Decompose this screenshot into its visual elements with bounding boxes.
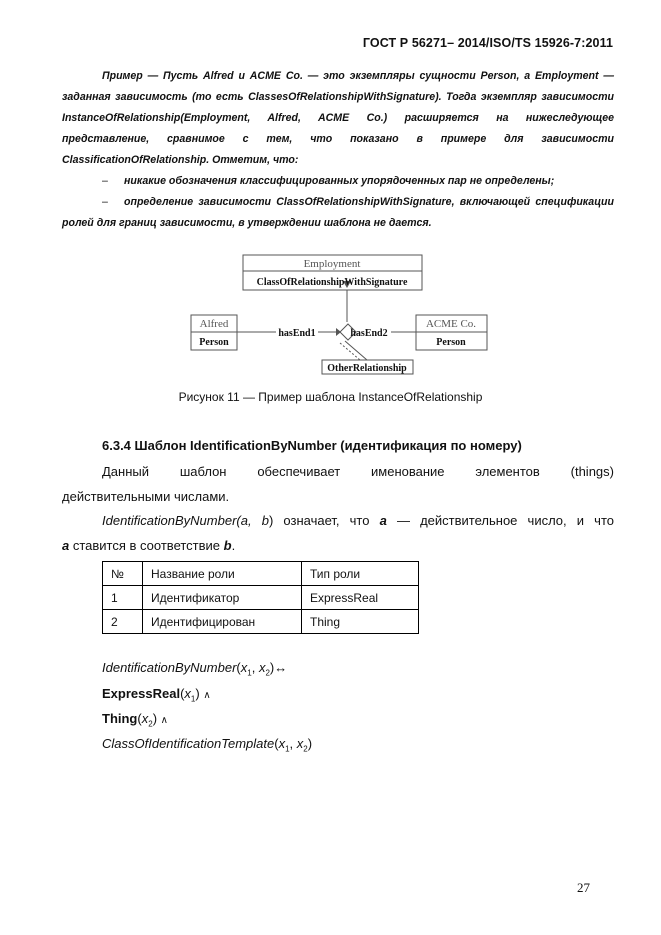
table-cell: Thing (302, 610, 419, 634)
variable-a: a (379, 513, 387, 528)
section-title-text: Шаблон IdentificationByNumber (идентификация по номеру) (134, 438, 522, 453)
variable-b: b (223, 538, 232, 553)
table-cell: 1 (103, 586, 143, 610)
formula-subscript: 2 (303, 744, 308, 754)
roles-table (102, 561, 419, 634)
formula-var: x (278, 736, 286, 751)
end1-arrowhead (336, 328, 341, 336)
formula-var: x (258, 660, 266, 675)
employment-type: ClassOfRelationshipWithSignature (256, 277, 408, 288)
alfred-title: Alfred (199, 318, 229, 330)
has-end2-label: hasEnd2 (350, 328, 388, 339)
table-cell: Идентификатор (143, 586, 302, 610)
formula-function: ClassOfIdentificationTemplate (102, 736, 275, 751)
formula-line (102, 711, 168, 729)
page-number: 27 (577, 880, 590, 895)
table-row (103, 610, 419, 634)
dash-marker: – (102, 175, 108, 187)
list-item-text: определение зависимости ClassOfRelationshipWithSignature, включающей спецификации ролей для границ зависимости, в утверждении шаблона не дается. (62, 196, 614, 229)
paragraph-line: действительными числами. (62, 489, 230, 504)
text-fragment: ставится в соответствие (69, 538, 224, 553)
has-end1-label: hasEnd1 (278, 328, 316, 339)
formula-paren: ( (180, 686, 185, 701)
example-block (62, 66, 614, 234)
relationship-diagram (0, 248, 661, 378)
paragraph-line: Данный шаблон обеспечивает именование элементов (things) (102, 464, 614, 479)
paragraph-line (62, 533, 614, 558)
formula-line (102, 660, 287, 678)
table-cell: Идентифицирован (143, 610, 302, 634)
formula-paren: ) (195, 686, 200, 701)
formula-var: x (184, 686, 191, 701)
paragraph-definition (62, 508, 614, 558)
acme-title: ACME Co. (425, 318, 477, 330)
paragraph-intro (62, 459, 614, 509)
formula-subscript: 1 (247, 668, 252, 678)
text-fragment: — действительное число, и что (386, 513, 614, 528)
formula-paren: ( (236, 660, 241, 675)
formula-function: ExpressReal (102, 686, 181, 701)
formula-subscript: 2 (148, 719, 153, 729)
table-header-cell: № (103, 562, 143, 586)
formula-line (102, 736, 312, 754)
variable-a: a (62, 538, 70, 553)
formula-paren: ( (274, 736, 279, 751)
formula-line (102, 686, 211, 704)
dash-marker: – (102, 196, 108, 208)
alfred-type: Person (199, 337, 229, 348)
formula-paren: ) (152, 711, 158, 726)
formula-var: x (240, 660, 248, 675)
formula-and: ∧ (160, 715, 168, 726)
standard-header: ГОСТ Р 56271– 2014/ISO/TS 15926-7:2011 (362, 36, 613, 50)
section-number: 6.3.4 (102, 438, 131, 453)
text-fragment: ) означает, что (268, 513, 380, 528)
formula-comma: , (289, 736, 297, 751)
formula-var: x (296, 736, 304, 751)
list-item (62, 171, 614, 192)
formula-function: IdentificationByNumber (102, 660, 237, 675)
formula-function: Thing (102, 711, 138, 726)
figure-caption: Рисунок 11 — Пример шаблона InstanceOfRelationship (178, 390, 483, 404)
text-fragment: . (231, 538, 236, 553)
table-header-row (103, 562, 419, 586)
list-item-text: никакие обозначения классифицированных упорядоченных пар не определены; (124, 175, 555, 187)
formula-subscript: 1 (285, 744, 290, 754)
acme-type: Person (436, 337, 466, 348)
paragraph-line (62, 508, 614, 533)
table-cell: 2 (103, 610, 143, 634)
section-heading (102, 438, 522, 453)
table-header-cell: Название роли (143, 562, 302, 586)
formula-var: x (141, 711, 149, 726)
formula-paren: )↔ (269, 660, 288, 675)
table-row (103, 586, 419, 610)
other-relationship-label: OtherRelationship (327, 363, 407, 374)
table-cell: ExpressReal (302, 586, 419, 610)
formula-paren: ( (137, 711, 142, 726)
formula-paren: ) (307, 736, 313, 751)
function-signature: IdentificationByNumber(a, b (102, 513, 269, 528)
formula-subscript: 2 (265, 668, 270, 678)
example-paragraph: Пример — Пусть Alfred и ACME Co. — это экземпляры сущности Person, а Employment — заданная зависимость (то есть ClassesOfRelationshipWithSignature). Тогда экземпляр зависимости InstanceOfRelationship(Employment, Alfred, ACME Co.) расширяется на нижеследующее представление, сравнимое с тем, что показано в примере для зависимости ClassificationOfRelationship. Отметим, что: (62, 70, 614, 166)
list-item (62, 192, 614, 234)
table-header-cell: Тип роли (302, 562, 419, 586)
formula-and: ∧ (203, 690, 211, 701)
formula-comma: , (251, 660, 259, 675)
employment-title: Employment (303, 258, 361, 270)
formula-subscript: 1 (190, 694, 196, 704)
